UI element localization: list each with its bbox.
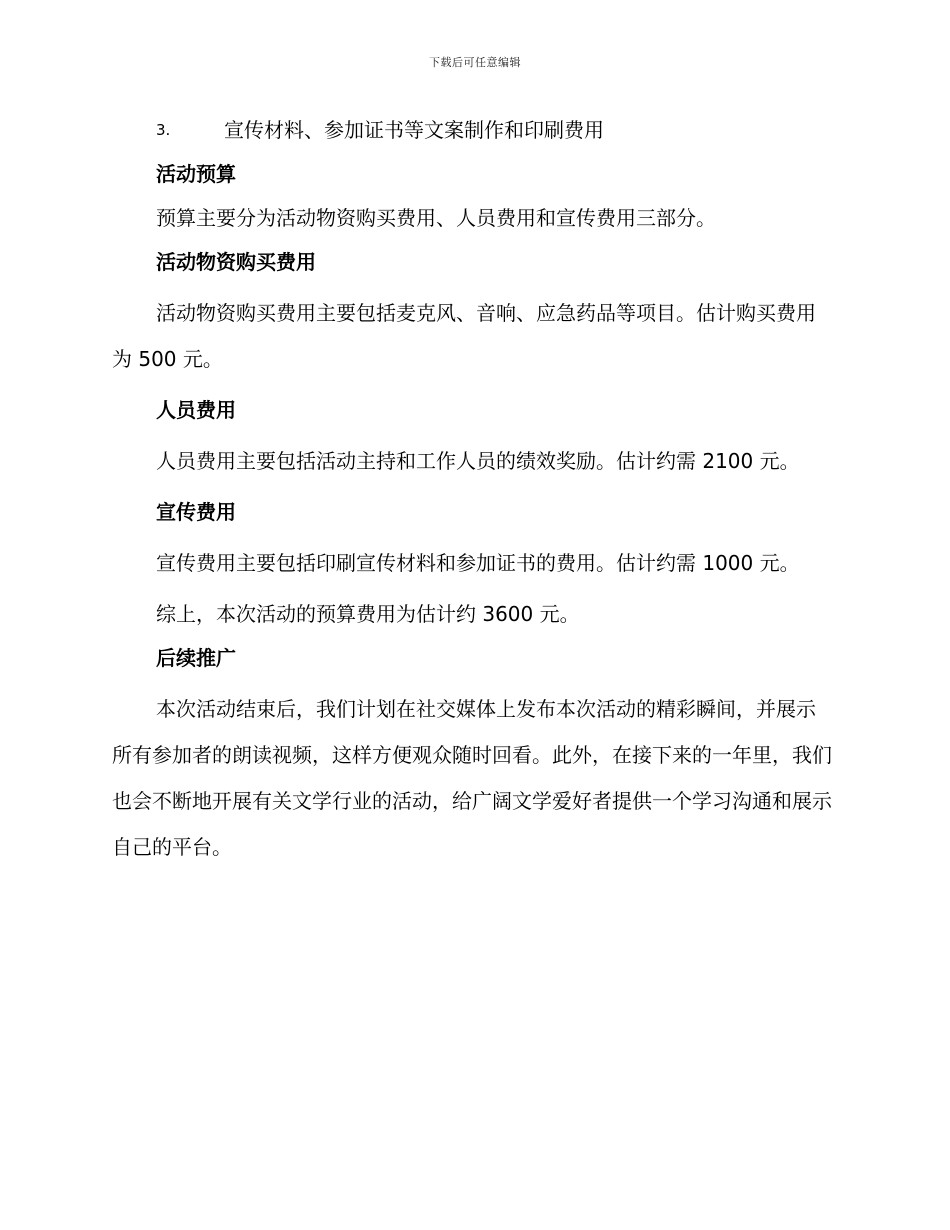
heading-follow-up-promotion: 后续推广 (156, 646, 236, 670)
paragraph-personnel-cost: 人员费用主要包括活动主持和工作人员的绩效奖励。估计约需 2100 元。 (156, 449, 800, 473)
heading-publicity-cost: 宣传费用 (156, 500, 236, 524)
list-item-number: 3. (156, 121, 171, 139)
page-header: 下载后可任意编辑 (429, 56, 521, 69)
paragraph-budget-summary: 综上，本次活动的预算费用为估计约 3600 元。 (156, 602, 580, 626)
heading-activity-budget: 活动预算 (156, 162, 236, 186)
heading-personnel-cost: 人员费用 (156, 398, 236, 422)
paragraph-material-purchase: 活动物资购买费用主要包括麦克风、音响、应急药品等项目。估计购买费用为 500 元。 (112, 301, 816, 371)
heading-material-purchase: 活动物资购买费用 (156, 250, 316, 274)
list-item (112, 114, 832, 146)
paragraph-budget-overview: 预算主要分为活动物资购买费用、人员费用和宣传费用三部分。 (156, 206, 716, 230)
paragraph-publicity-cost: 宣传费用主要包括印刷宣传材料和参加证书的费用。估计约需 1000 元。 (156, 551, 800, 575)
paragraph-follow-up-promotion: 本次活动结束后，我们计划在社交媒体上发布本次活动的精彩瞬间，并展示所有参加者的朗读视频，这样方便观众随时回看。此外，在接下来的一年里，我们也会不断地开展有关文学行业的活动，给广阔文学爱好者提供一个学习沟通和展示自己的平台。 (112, 697, 832, 859)
list-item-text: 宣传材料、参加证书等文案制作和印刷费用 (224, 118, 604, 142)
document-body (112, 114, 832, 882)
